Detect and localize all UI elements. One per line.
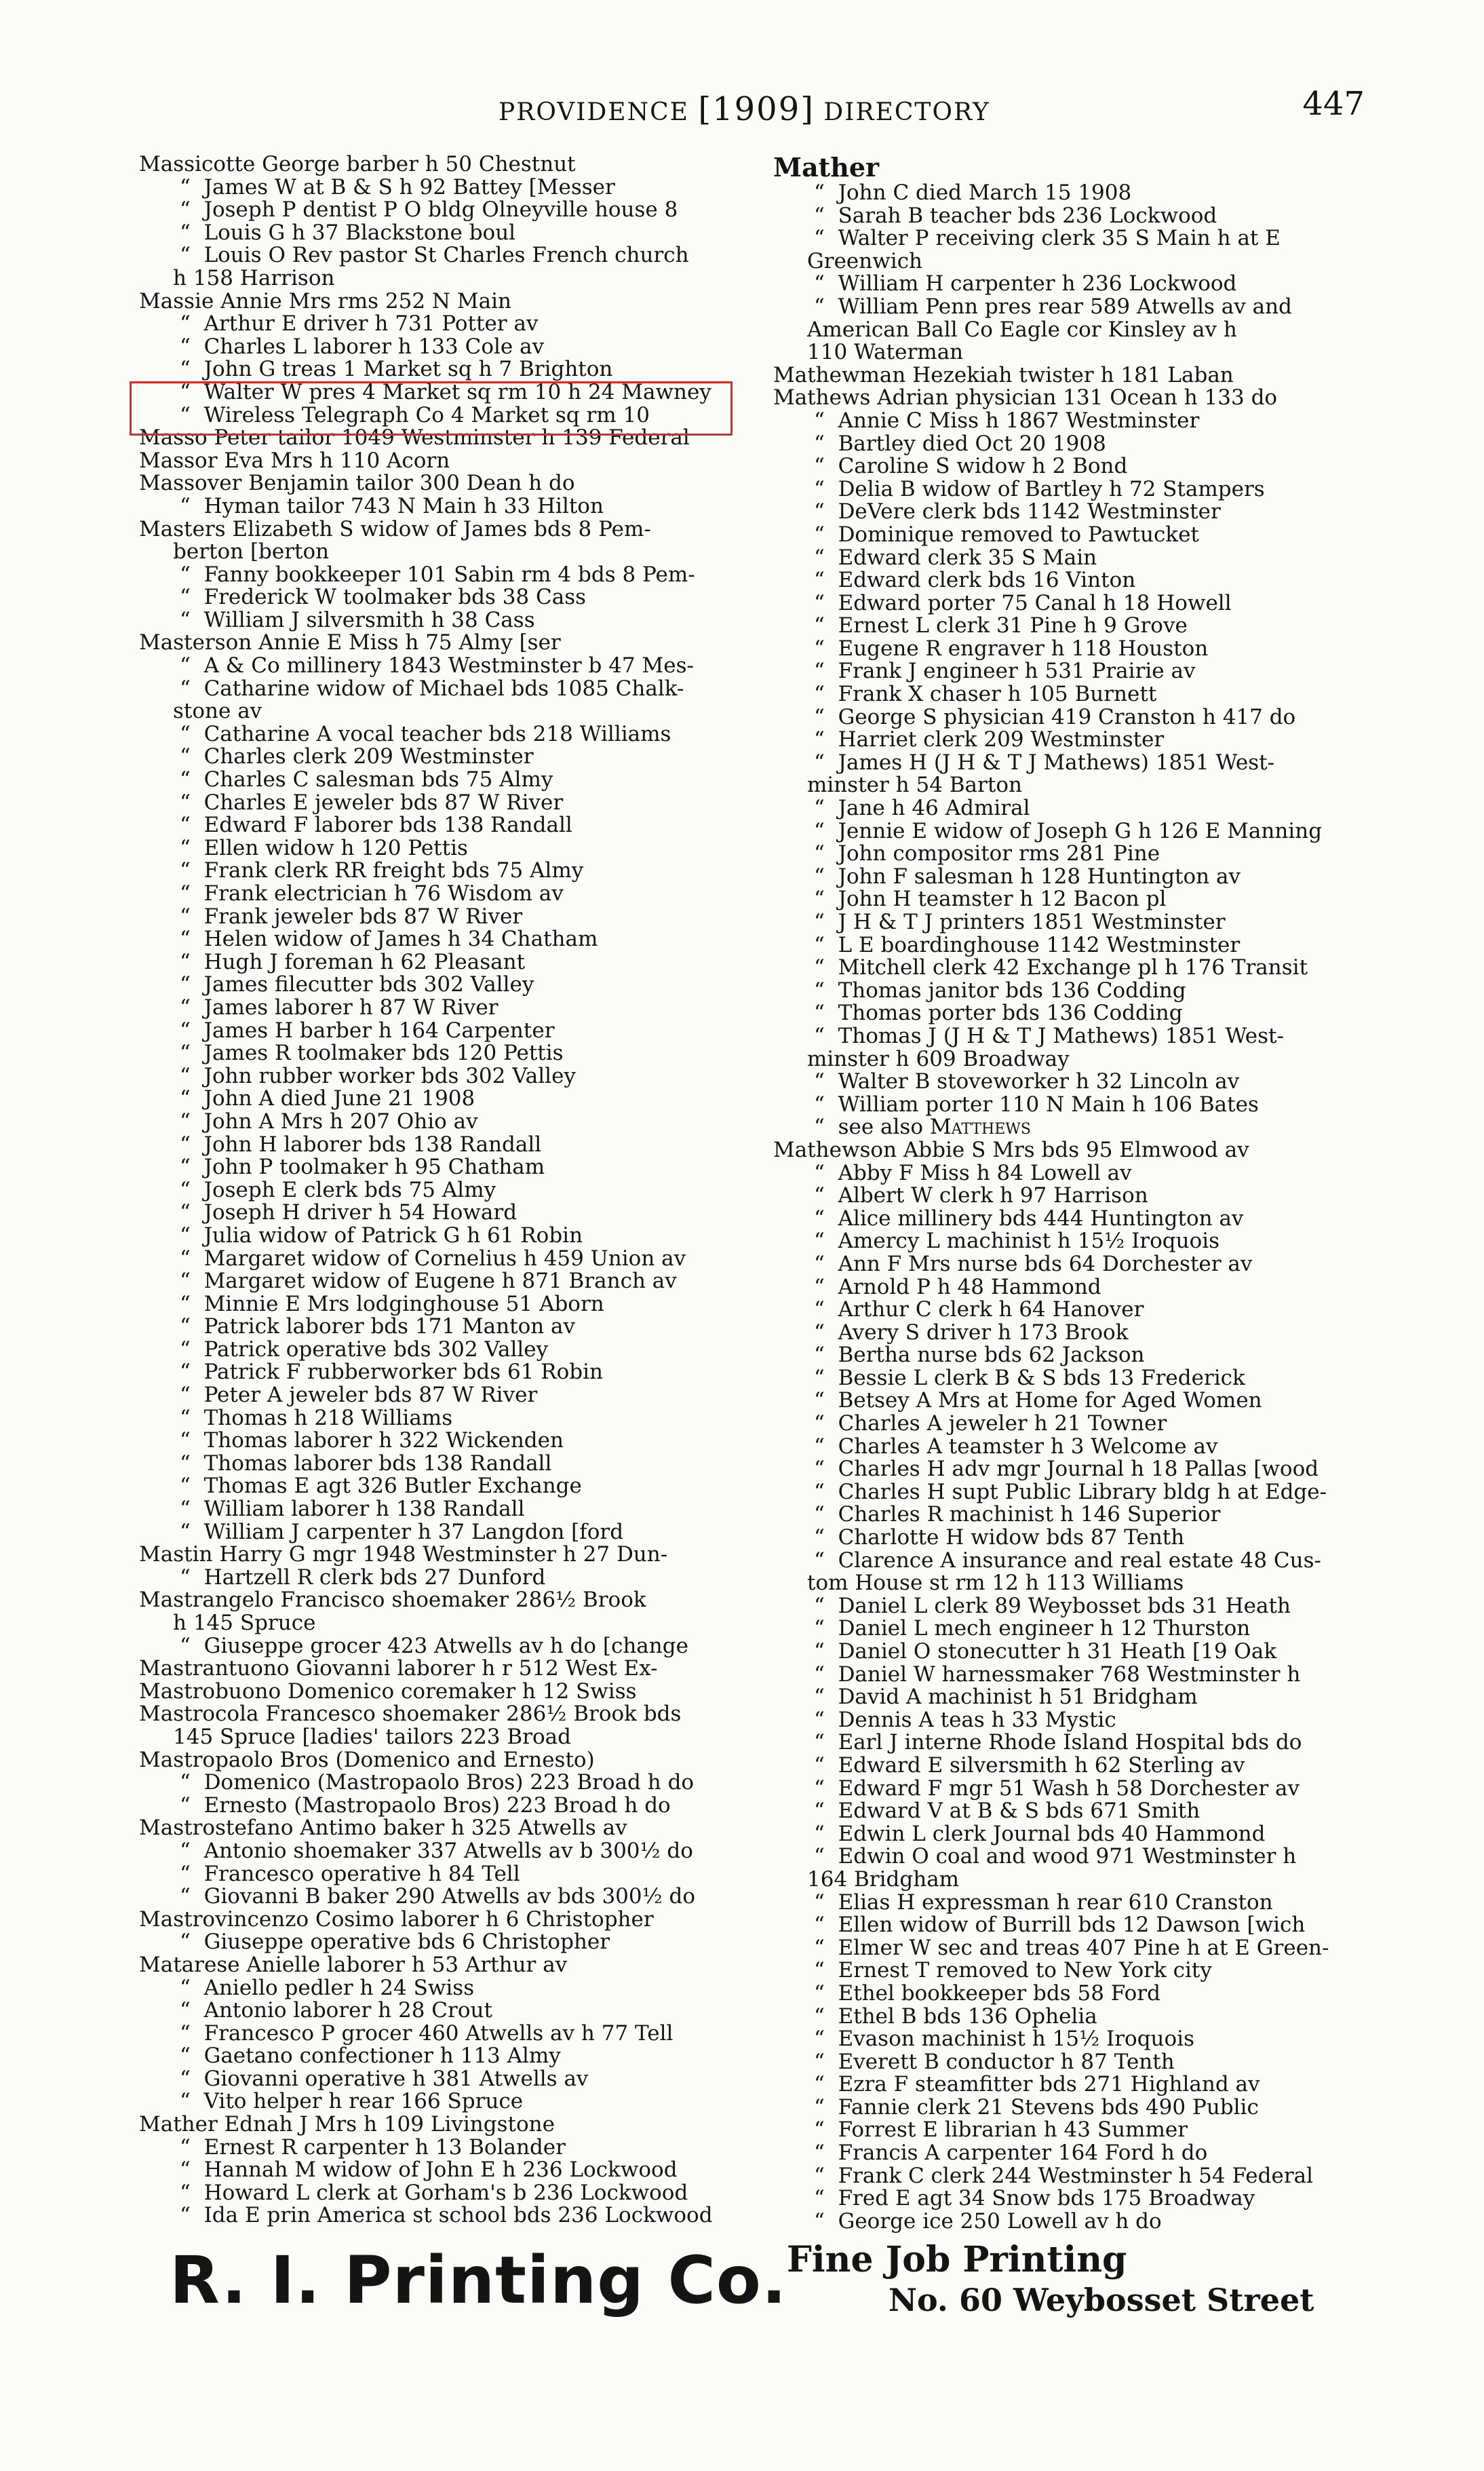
directory-entry: “ Catharine widow of Michael bds 1085 Chalk- — [139, 678, 729, 701]
directory-entry: “ Frank electrician h 76 Wisdom av — [139, 883, 729, 906]
directory-entry: “ Abby F Miss h 84 Lowell av — [773, 1162, 1370, 1185]
directory-entry: “ Ethel B bds 136 Ophelia — [773, 2006, 1370, 2029]
directory-entry: “ L E boardinghouse 1142 Westminster — [773, 934, 1370, 957]
directory-entry: “ Walter W pres 4 Market sq rm 10 h 24 Mawney — [139, 381, 729, 404]
directory-entry: “ Giuseppe grocer 423 Atwells av h do [change — [139, 1635, 729, 1658]
directory-entry: “ Patrick F rubberworker bds 61 Robin — [139, 1361, 729, 1384]
directory-entry: “ Caroline S widow h 2 Bond — [773, 455, 1370, 478]
directory-entry: “ Margaret widow of Cornelius h 459 Union av — [139, 1248, 729, 1271]
directory-entry: “ Mitchell clerk 42 Exchange pl h 176 Transit — [773, 957, 1370, 980]
directory-entry: Mathews Adrian physician 131 Ocean h 133 do — [773, 385, 1278, 410]
directory-entry: Matarese Anielle laborer h 53 Arthur av — [139, 1952, 568, 1977]
directory-entry: “ John A died June 21 1908 — [139, 1088, 729, 1111]
directory-entry: “ Edward porter 75 Canal h 18 Howell — [773, 592, 1370, 615]
directory-entry: “ Harriet clerk 209 Westminster — [773, 729, 1370, 752]
ad-line-1: Fine Job Printing — [787, 2239, 1127, 2280]
directory-entry: “ Francesco operative h 84 Tell — [139, 1863, 729, 1886]
directory-entry: “ Joseph E clerk bds 75 Almy — [139, 1179, 729, 1202]
directory-entry: “ Fred E agt 34 Snow bds 175 Broadway — [773, 2187, 1370, 2210]
directory-entry: “ Arthur E driver h 731 Potter av — [139, 313, 729, 336]
directory-entry: “ Thomas J (J H & T J Mathews) 1851 West- — [773, 1025, 1370, 1048]
directory-entry: “ Edward V at B & S bds 671 Smith — [773, 1800, 1370, 1823]
directory-entry: “ Giovanni operative h 381 Atwells av — [139, 2068, 729, 2091]
directory-entry: berton [berton — [173, 539, 330, 564]
directory-entry: 164 Bridgham — [807, 1866, 960, 1892]
directory-entry: Mastrocola Francesco shoemaker 286½ Brook bds — [139, 1702, 682, 1727]
directory-entry: Mastrovincenzo Cosimo laborer h 6 Christopher — [139, 1907, 654, 1932]
directory-entry: “ William J carpenter h 37 Langdon [ford — [139, 1521, 729, 1544]
directory-entry: “ Gaetano confectioner h 113 Almy — [139, 2045, 729, 2068]
directory-entry: “ Charlotte H widow bds 87 Tenth — [773, 1527, 1370, 1550]
directory-entry: “ Thomas h 218 Williams — [139, 1407, 729, 1430]
directory-entry: “ Patrick operative bds 302 Valley — [139, 1339, 729, 1362]
directory-entry: “ Eugene R engraver h 118 Houston — [773, 638, 1370, 661]
directory-entry: “ Thomas laborer bds 138 Randall — [139, 1453, 729, 1476]
directory-entry: “ David A machinist h 51 Bridgham — [773, 1686, 1370, 1709]
directory-entry: “ Ida E prin America st school bds 236 Lockwood — [139, 2204, 729, 2227]
directory-entry: “ Jane h 46 Admiral — [773, 797, 1370, 820]
directory-entry: Mathewman Hezekiah twister h 181 Laban — [773, 362, 1234, 387]
directory-entry: “ Edwin L clerk Journal bds 40 Hammond — [773, 1823, 1370, 1846]
directory-entry: “ Walter B stoveworker h 32 Lincoln av — [773, 1071, 1370, 1094]
directory-entry: “ Forrest E librarian h 43 Summer — [773, 2119, 1370, 2142]
directory-entry: “ Frank X chaser h 105 Burnett — [773, 683, 1370, 706]
directory-entry: “ Bertha nurse bds 62 Jackson — [773, 1344, 1370, 1367]
cross-reference: Matthews — [929, 1115, 1031, 1140]
directory-entry: “ Bessie L clerk B & S bds 13 Frederick — [773, 1367, 1370, 1390]
directory-entry: “ Elias H expressman h rear 610 Cranston — [773, 1892, 1370, 1915]
running-title — [499, 90, 990, 128]
directory-entry: “ DeVere clerk bds 1142 Westminster — [773, 501, 1370, 524]
directory-entry: “ Louis G h 37 Blackstone boul — [139, 222, 729, 245]
directory-entry: minster h 609 Broadway — [807, 1046, 1070, 1071]
directory-entry: Greenwich — [807, 248, 923, 273]
directory-entry: “ Charles H adv mgr Journal h 18 Pallas [wood — [773, 1458, 1370, 1481]
directory-entry: “ Wireless Telegraph Co 4 Market sq rm 10 — [139, 404, 729, 427]
directory-entry: “ Dominique removed to Pawtucket — [773, 524, 1370, 547]
directory-entry: “ Betsey A Mrs at Home for Aged Women — [773, 1390, 1370, 1413]
directory-entry: “ Edward clerk 35 S Main — [773, 547, 1370, 570]
directory-entry: Massor Eva Mrs h 110 Acorn — [139, 448, 450, 473]
directory-entry: “ Joseph H driver h 54 Howard — [139, 1202, 729, 1225]
directory-entry: “ George ice 250 Lowell av h do — [773, 2210, 1370, 2234]
directory-entry: “ John rubber worker bds 302 Valley — [139, 1065, 729, 1088]
directory-entry: “ James filecutter bds 302 Valley — [139, 974, 729, 997]
directory-entry: Mastrobuono Domenico coremaker h 12 Swiss — [139, 1679, 637, 1704]
directory-entry: “ Ernest L clerk 31 Pine h 9 Grove — [773, 615, 1370, 638]
directory-entry: “ Patrick laborer bds 171 Manton av — [139, 1316, 729, 1339]
ad-line-2: No. 60 Weybosset Street — [889, 2282, 1314, 2318]
directory-entry: “ Joseph P dentist P O bldg Olneyville house 8 — [139, 199, 729, 222]
highlight-box — [130, 381, 733, 436]
directory-entry: “ Frederick W toolmaker bds 38 Cass — [139, 586, 729, 609]
directory-entry: “ Francesco P grocer 460 Atwells av h 77 Tell — [139, 2023, 729, 2046]
directory-entry: h 145 Spruce — [173, 1611, 316, 1635]
directory-entry: “ Jennie E widow of Joseph G h 126 E Manning — [773, 820, 1370, 843]
directory-entry: “ James H (J H & T J Mathews) 1851 West- — [773, 752, 1370, 775]
directory-entry: “ Vito helper h rear 166 Spruce — [139, 2090, 729, 2113]
directory-entry: “ James W at B & S h 92 Battey [Messer — [139, 176, 729, 199]
directory-entry: Masters Elizabeth S widow of James bds 8 Pem- — [139, 516, 651, 541]
directory-entry: “ Domenico (Mastropaolo Bros) 223 Broad h do — [139, 1771, 729, 1795]
directory-entry: “ Charles A jeweler h 21 Towner — [773, 1413, 1370, 1436]
directory-entry: “ William porter 110 N Main h 106 Bates — [773, 1094, 1370, 1117]
directory-entry: “ Charles L laborer h 133 Cole av — [139, 336, 729, 359]
directory-entry: Mastrostefano Antimo baker h 325 Atwells av — [139, 1816, 627, 1841]
directory-entry: “ Ernest R carpenter h 13 Bolander — [139, 2137, 729, 2160]
directory-entry: “ John P toolmaker h 95 Chatham — [139, 1156, 729, 1179]
directory-entry: “ Dennis A teas h 33 Mystic — [773, 1709, 1370, 1732]
directory-entry: “ Delia B widow of Bartley h 72 Stampers — [773, 478, 1370, 501]
advertisement-printing-co: R. I. Printing Co. — [170, 2242, 787, 2318]
directory-entry: “ Frank jeweler bds 87 W River — [139, 906, 729, 929]
directory-entry: “ John H laborer bds 138 Randall — [139, 1134, 729, 1157]
directory-entry: Masterson Annie E Miss h 75 Almy [ser — [139, 630, 561, 655]
directory-entry: “ Frank C clerk 244 Westminster h 54 Federal — [773, 2165, 1370, 2188]
directory-entry: “ Annie C Miss h 1867 Westminster — [773, 410, 1370, 433]
directory-entry: “ John C died March 15 1908 — [773, 182, 1370, 205]
directory-entry: “ Bartley died Oct 20 1908 — [773, 433, 1370, 456]
directory-entry: “ Charles E jeweler bds 87 W River — [139, 792, 729, 815]
directory-entry: “ Charles C salesman bds 75 Almy — [139, 769, 729, 792]
directory-entry: “ Edward clerk bds 16 Vinton — [773, 569, 1370, 592]
directory-entry: “ Aniello pedler h 24 Swiss — [139, 1977, 729, 2000]
directory-entry: “ Thomas janitor bds 136 Codding — [773, 980, 1370, 1003]
directory-entry: “ Minnie E Mrs lodginghouse 51 Aborn — [139, 1293, 729, 1316]
directory-entry: Mastrantuono Giovanni laborer h r 512 West Ex- — [139, 1656, 658, 1681]
directory-entry: “ John F salesman h 128 Huntington av — [773, 866, 1370, 889]
directory-entry: Massie Annie Mrs rms 252 N Main — [139, 288, 511, 313]
directory-entry: h 158 Harrison — [173, 265, 335, 290]
directory-entry: “ Hannah M widow of John E h 236 Lockwood — [139, 2159, 729, 2182]
directory-entry: “ Arnold P h 48 Hammond — [773, 1276, 1370, 1299]
directory-entry: “ Ann F Mrs nurse bds 64 Dorchester av — [773, 1253, 1370, 1276]
directory-entry: Mastropaolo Bros (Domenico and Ernesto) — [139, 1747, 595, 1772]
header-city: PROVIDENCE — [499, 98, 689, 126]
running-header — [136, 85, 1365, 132]
directory-entry: “ Fannie clerk 21 Stevens bds 490 Public — [773, 2096, 1370, 2120]
directory-entry: “ Thomas porter bds 136 Codding — [773, 1002, 1370, 1025]
directory-entry: “ George S physician 419 Cranston h 417 do — [773, 706, 1370, 729]
directory-entry: “ Giuseppe operative bds 6 Christopher — [139, 1931, 729, 1954]
directory-entry: “ A & Co millinery 1843 Westminster b 47 Mes- — [139, 655, 729, 678]
directory-entry: “ Fanny bookkeeper 101 Sabin rm 4 bds 8 Pem- — [139, 564, 729, 587]
directory-entry: “ Hyman tailor 743 N Main h 33 Hilton — [139, 495, 729, 518]
directory-entry: “ Catharine A vocal teacher bds 218 Williams — [139, 723, 729, 746]
directory-entry: “ Edward F laborer bds 138 Randall — [139, 814, 729, 837]
directory-entry: “ William H carpenter h 236 Lockwood — [773, 273, 1370, 296]
directory-entry: minster h 54 Barton — [807, 773, 1022, 798]
directory-entry: “ Sarah B teacher bds 236 Lockwood — [773, 205, 1370, 228]
directory-entry: “ Ellen widow of Burrill bds 12 Dawson [wich — [773, 1914, 1370, 1937]
directory-entry: “ Ernest T removed to New York city — [773, 1959, 1370, 1982]
directory-entry: “ Avery S driver h 173 Brook — [773, 1322, 1370, 1345]
directory-entry: “ Peter A jeweler bds 87 W River — [139, 1384, 729, 1407]
directory-entry: “ Ernesto (Mastropaolo Bros) 223 Broad h do — [139, 1795, 729, 1818]
directory-entry: “ John G treas 1 Market sq h 7 Brighton — [139, 358, 729, 381]
directory-entry: “ Frank J engineer h 531 Prairie av — [773, 660, 1370, 683]
directory-entry: “ Arthur C clerk h 64 Hanover — [773, 1299, 1370, 1322]
left-column — [139, 153, 729, 2227]
directory-entry: Mathewson Abbie S Mrs bds 95 Elmwood av — [773, 1137, 1249, 1162]
directory-entry: “ Amercy L machinist h 15½ Iroquois — [773, 1230, 1370, 1253]
directory-entry: “ Edwin O coal and wood 971 Westminster h — [773, 1845, 1370, 1869]
directory-entry: stone av — [173, 699, 262, 724]
directory-entry: “ Charles A teamster h 3 Welcome av — [773, 1436, 1370, 1459]
directory-entry: “ John A Mrs h 207 Ohio av — [139, 1111, 729, 1134]
directory-entry: “ Thomas E agt 326 Butler Exchange — [139, 1475, 729, 1498]
directory-entry: “ James H barber h 164 Carpenter — [139, 1020, 729, 1043]
directory-entry: “ Charles H supt Public Library bldg h at Edge- — [773, 1481, 1370, 1504]
directory-entry: “ Clarence A insurance and real estate 48 Cus- — [773, 1550, 1370, 1573]
directory-entry: “ Francis A carpenter 164 Ford h do — [773, 2142, 1370, 2165]
advertisement-job-printing — [787, 2239, 1370, 2318]
directory-entry: American Ball Co Eagle cor Kinsley av h — [807, 317, 1237, 342]
directory-entry: “ Howard L clerk at Gorham's b 236 Lockwood — [139, 2182, 729, 2205]
right-column-entries — [773, 182, 1370, 2233]
directory-entry: tom House st rm 12 h 113 Williams — [807, 1571, 1184, 1596]
directory-entry: “ William laborer h 138 Randall — [139, 1498, 729, 1521]
directory-entry: “ see also Matthews — [773, 1116, 1370, 1139]
directory-entry: “ Antonio laborer h 28 Crout — [139, 1999, 729, 2023]
directory-entry: “ Earl J interne Rhode Island Hospital bds do — [773, 1731, 1370, 1755]
directory-entry: “ Albert W clerk h 97 Harrison — [773, 1185, 1370, 1208]
directory-entry: “ Daniel O stonecutter h 31 Heath [19 Oak — [773, 1641, 1370, 1664]
directory-entry: “ Evason machinist h 15½ Iroquois — [773, 2028, 1370, 2051]
directory-entry: “ Louis O Rev pastor St Charles French church — [139, 244, 729, 267]
directory-entry: “ Elmer W sec and treas 407 Pine h at E Green- — [773, 1937, 1370, 1960]
directory-entry: “ James laborer h 87 W River — [139, 997, 729, 1020]
directory-entry: “ Daniel W harnessmaker 768 Westminster h — [773, 1664, 1370, 1687]
page-number: 447 — [1302, 85, 1365, 123]
directory-entry: Masso Peter tailor 1049 Westminster h 139 Federal — [139, 425, 690, 451]
directory-entry: “ John compositor rms 281 Pine — [773, 843, 1370, 866]
directory-entry: Massover Benjamin tailor 300 Dean h do — [139, 471, 575, 496]
directory-entry: 110 Waterman — [807, 340, 964, 365]
directory-entry: 145 Spruce [ladies' tailors 223 Broad — [173, 1724, 571, 1749]
directory-entry: “ Giovanni B baker 290 Atwells av bds 300½ do — [139, 1885, 729, 1909]
directory-entry: “ Everett B conductor h 87 Tenth — [773, 2051, 1370, 2074]
section-heading: Mather — [773, 152, 880, 183]
directory-entry: “ J H & T J printers 1851 Westminster — [773, 911, 1370, 934]
directory-entry: “ Frank clerk RR freight bds 75 Almy — [139, 860, 729, 883]
directory-entry: “ Edward E silversmith h 62 Sterling av — [773, 1755, 1370, 1778]
directory-entry: “ Charles clerk 209 Westminster — [139, 746, 729, 769]
directory-entry: “ Hartzell R clerk bds 27 Dunford — [139, 1567, 729, 1590]
directory-entry: “ James R toolmaker bds 120 Pettis — [139, 1042, 729, 1065]
header-directory: DIRECTORY — [823, 98, 990, 126]
directory-entry: “ Daniel L clerk 89 Weybosset bds 31 Heath — [773, 1595, 1370, 1618]
directory-entry: “ Edward F mgr 51 Wash h 58 Dorchester av — [773, 1778, 1370, 1801]
directory-entry: Mastrangelo Francisco shoemaker 286½ Brook — [139, 1588, 646, 1613]
directory-entry: “ Helen widow of James h 34 Chatham — [139, 928, 729, 951]
directory-entry: “ Margaret widow of Eugene h 871 Branch av — [139, 1270, 729, 1293]
directory-entry: “ Julia widow of Patrick G h 61 Robin — [139, 1225, 729, 1248]
directory-entry: Mastin Harry G mgr 1948 Westminster h 27 Dun- — [139, 1542, 668, 1567]
directory-entry: “ Ezra F steamfitter bds 271 Highland av — [773, 2073, 1370, 2096]
directory-entry: “ Antonio shoemaker 337 Atwells av b 300½ do — [139, 1840, 729, 1863]
directory-entry: “ Thomas laborer h 322 Wickenden — [139, 1430, 729, 1453]
directory-entry: “ Walter P receiving clerk 35 S Main h at E — [773, 227, 1370, 250]
directory-entry: Massicotte George barber h 50 Chestnut — [139, 152, 576, 176]
directory-entry: “ Alice millinery bds 444 Huntington av — [773, 1208, 1370, 1231]
directory-entry: “ Ethel bookkeeper bds 58 Ford — [773, 1982, 1370, 2006]
directory-entry: “ Daniel L mech engineer h 12 Thurston — [773, 1617, 1370, 1641]
right-column — [773, 153, 1370, 2233]
directory-entry: “ Charles R machinist h 146 Superior — [773, 1503, 1370, 1527]
directory-entry: “ Hugh J foreman h 62 Pleasant — [139, 951, 729, 974]
directory-entry: “ William J silversmith h 38 Cass — [139, 609, 729, 632]
directory-entry: “ Ellen widow h 120 Pettis — [139, 837, 729, 860]
directory-entry: “ William Penn pres rear 589 Atwells av and — [773, 296, 1370, 319]
directory-entry: Mather Ednah J Mrs h 109 Livingstone — [139, 2112, 555, 2137]
directory-entry: “ John H teamster h 12 Bacon pl — [773, 888, 1370, 911]
header-year: [1909] — [698, 90, 815, 128]
